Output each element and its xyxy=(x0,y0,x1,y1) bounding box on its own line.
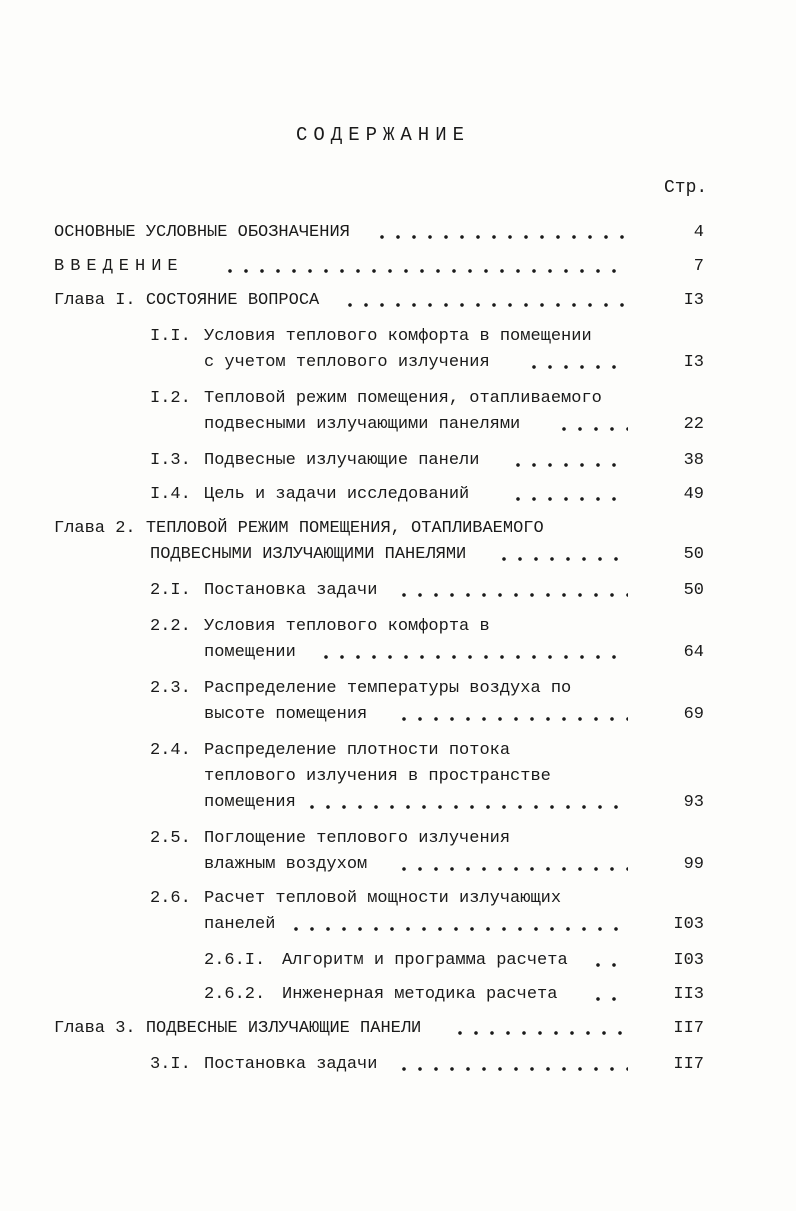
dot-leader xyxy=(510,494,628,504)
toc-entry-title: Инженерная методика расчета xyxy=(282,985,558,1004)
toc-entry-title: Глава I. СОСТОЯНИЕ ВОПРОСА xyxy=(54,291,320,310)
page-column-label: Стр. xyxy=(664,178,708,198)
toc-entry-title-cont: помещения xyxy=(204,793,296,812)
toc-entry-page: 49 xyxy=(683,485,704,504)
dot-leader xyxy=(374,232,628,242)
toc-entry-title: Тепловой режим помещения, отапливаемого xyxy=(204,389,602,408)
toc-entry-page: I3 xyxy=(683,291,704,310)
dot-leader xyxy=(396,864,628,874)
toc-entry-page: 69 xyxy=(683,705,704,724)
toc-entry-title-cont: теплового излучения в пространстве xyxy=(204,767,551,786)
toc-entry-title: Постановка задачи xyxy=(204,581,378,600)
toc-entry-title: Расчет тепловой мощности излучающих xyxy=(204,889,562,908)
dot-leader xyxy=(396,590,628,600)
toc-entry-title-cont: подвесными излучающими панелями xyxy=(204,415,521,434)
page-title: СОДЕРЖАНИЕ xyxy=(295,124,471,146)
dot-leader xyxy=(590,960,628,970)
toc-entry-title: Распределение температуры воздуха по xyxy=(204,679,572,698)
toc-entry-title-cont: влажным воздухом xyxy=(204,855,368,874)
toc-entry-page: 38 xyxy=(683,451,704,470)
toc-entry-number: 2.5. xyxy=(150,829,191,848)
toc-entry-page: 93 xyxy=(683,793,704,812)
dot-leader xyxy=(222,266,628,276)
dot-leader xyxy=(452,1028,628,1038)
dot-leader xyxy=(496,554,628,564)
toc-entry-title: Постановка задачи xyxy=(204,1055,378,1074)
toc-entry-title: Условия теплового комфорта в помещении xyxy=(204,327,592,346)
toc-entry-number: 2.6.I. xyxy=(204,951,266,970)
toc-entry-number: 2.2. xyxy=(150,617,191,636)
dot-leader xyxy=(510,460,628,470)
toc-entry-page: II3 xyxy=(673,985,704,1004)
toc-entry-title: ОСНОВНЫЕ УСЛОВНЫЕ ОБОЗНАЧЕНИЯ xyxy=(54,223,350,242)
dot-leader xyxy=(304,802,628,812)
toc-entry-title: Глава 3. ПОДВЕСНЫЕ ИЗЛУЧАЮЩИЕ ПАНЕЛИ xyxy=(54,1019,422,1038)
toc-entry-page: II7 xyxy=(673,1019,704,1038)
toc-entry-number: I.2. xyxy=(150,389,191,408)
toc-entry-page: I3 xyxy=(683,353,704,372)
toc-entry-page: I03 xyxy=(673,915,704,934)
dot-leader xyxy=(342,300,628,310)
toc-entry-number: 2.6.2. xyxy=(204,985,266,1004)
dot-leader xyxy=(318,652,628,662)
toc-entry-title: Распределение плотности потока xyxy=(204,741,511,760)
toc-entry-title: Условия теплового комфорта в xyxy=(204,617,490,636)
toc-entry-title: Подвесные излучающие панели xyxy=(204,451,480,470)
toc-entry-page: 50 xyxy=(683,545,704,564)
toc-entry-number: 2.4. xyxy=(150,741,191,760)
dot-leader xyxy=(288,924,628,934)
toc-entry-title: Глава 2. ТЕПЛОВОЙ РЕЖИМ ПОМЕЩЕНИЯ, ОТАПЛИВАЕМОГО xyxy=(54,519,544,538)
toc-entry-title-cont: панелей xyxy=(204,915,276,934)
dot-leader xyxy=(396,714,628,724)
toc-entry-title: ВВЕДЕНИЕ xyxy=(54,257,184,276)
dot-leader xyxy=(590,994,628,1004)
dot-leader xyxy=(556,424,628,434)
toc-entry-page: I03 xyxy=(673,951,704,970)
toc-entry-title-cont: высоте помещения xyxy=(204,705,368,724)
toc-entry-number: 2.3. xyxy=(150,679,191,698)
toc-entry-title: Цель и задачи исследований xyxy=(204,485,470,504)
toc-entry-page: 4 xyxy=(693,223,704,242)
toc-entry-title: Алгоритм и программа расчета xyxy=(282,951,568,970)
toc-entry-page: 7 xyxy=(693,257,704,276)
toc-entry-number: I.4. xyxy=(150,485,191,504)
toc-entry-number: 2.I. xyxy=(150,581,191,600)
toc-entry-title-cont: с учетом теплового излучения xyxy=(204,353,490,372)
toc-entry-title-cont: помещении xyxy=(204,643,296,662)
toc-entry-number: 2.6. xyxy=(150,889,191,908)
toc-entry-number: I.I. xyxy=(150,327,191,346)
toc-entry-page: 64 xyxy=(683,643,704,662)
dot-leader xyxy=(396,1064,628,1074)
toc-entry-page: 22 xyxy=(683,415,704,434)
toc-entry-page: 99 xyxy=(683,855,704,874)
toc-entry-page: 50 xyxy=(683,581,704,600)
dot-leader xyxy=(526,362,628,372)
toc-entry-page: II7 xyxy=(673,1055,704,1074)
toc-entry-number: I.3. xyxy=(150,451,191,470)
toc-entry-number: 3.I. xyxy=(150,1055,191,1074)
toc-entry-title-cont: ПОДВЕСНЫМИ ИЗЛУЧАЮЩИМИ ПАНЕЛЯМИ xyxy=(150,545,467,564)
toc-entry-title: Поглощение теплового излучения xyxy=(204,829,511,848)
